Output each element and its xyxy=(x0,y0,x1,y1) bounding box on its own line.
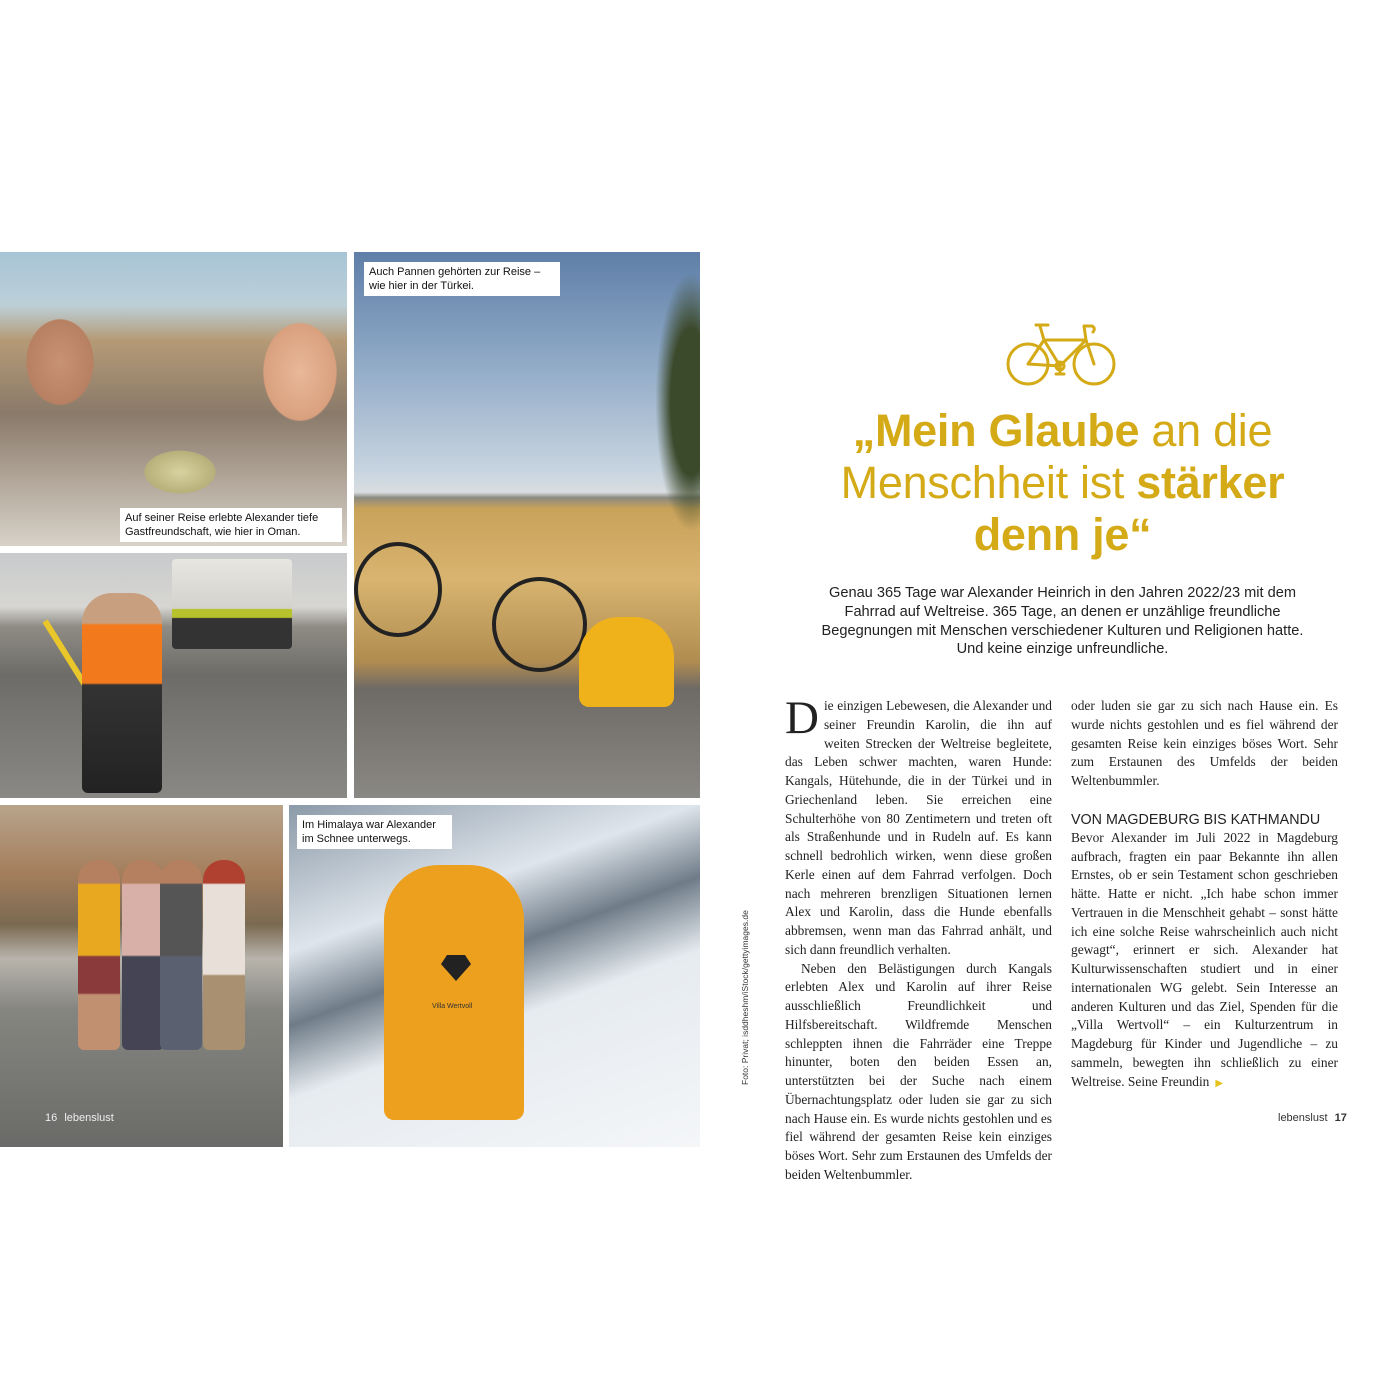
body-paragraph: Neben den Belästigungen durch Kangals erlebten Alex und Karolin auf ihrer Reise ausschließlich Freundlichkeit und Hilfsbereitschaft. Wildfremde Menschen schleppten ihnen die Fahrräder eine Treppe hinunter, boten den beiden Essen an, unterstützten bei der Suche nach einem Übernachtungsplatz oder luden sie gar zu sich nach Hause ein. Es wurde nichts gestohlen und es fiel während der gesamten Reise kein einziges böses Wort. Sehr zum Erstaunen des Umfelds der beiden Weltenbummler. xyxy=(785,960,1052,1182)
caption-turkey: Auch Pannen gehörten zur Reise – wie hier in der Türkei. xyxy=(364,262,560,296)
subheading: VON MAGDEBURG BIS KATHMANDU xyxy=(1071,811,1321,828)
person-yellow-jacket xyxy=(579,617,674,707)
photo-credit: Foto: Privat; isddheshm/iStock/gettyimages.de xyxy=(740,910,750,1085)
bike-wheel xyxy=(354,542,442,637)
person-orange-hoodie xyxy=(384,865,524,1120)
body-column-2: oder luden sie gar zu sich nach Hause ein. Es wurde nichts gestohlen und es fiel während der gesamten Reise kein einziges böses Wort. Sehr zum Erstaunen des Umfelds der beiden Weltenbummler. VON MAGDEBURG BIS KATHMANDU Bevor Alexander im Juli 2022 in Magdeburg aufbrach, fragten ein paar Bekannte ihn allen Ernstes, ob er sein Testament schon geschrieben hätte. Hatte er nicht. „Ich habe schon immer Vertrauen in die Menschheit gehabt – sonst hätte ich eine solche Reise wahrscheinlich auch nicht gewagt“, erinnert er sich. Alexander hat Kulturwissenschaften studiert und in einer internationalen WG gelebt. Sein Interesse an anderen Kulturen und das Ziel, Spenden für die „Villa Wertvoll“ – ein Kulturzentrum in Magdeburg für Kinder und Jugendliche – zu sammeln, bewegten ihn schließlich zu einer Weltreise. Seine Freundin ▶ xyxy=(1071,698,1338,1089)
photo-road-cyclist xyxy=(0,553,347,798)
photo-oman xyxy=(0,252,347,546)
headline-bold: stärker xyxy=(1136,457,1285,508)
magazine-name: lebenslust xyxy=(1278,1112,1328,1124)
continue-arrow-icon: ▶ xyxy=(1215,1077,1224,1089)
headline-text: Menschheit ist xyxy=(840,457,1137,508)
headline-text: an die xyxy=(1139,405,1273,456)
photo-group xyxy=(0,805,283,1147)
person xyxy=(203,860,245,1050)
person xyxy=(122,860,164,1050)
photo-himalaya xyxy=(289,805,700,1147)
caption-himalaya: Im Himalaya war Alexander im Schnee unterwegs. xyxy=(297,815,452,849)
bike-wheel xyxy=(492,577,587,672)
body-paragraph: ie einzigen Lebewesen, die Alexander und seiner Freundin Karolin, die ihn auf weiten Strecken der Weltreise begleitete, das Leben schwer machten, waren Hunde: Kangals, Hütehunde, die in der Türkei und in Griechenland leben. Sie erreichen eine Schulterhöhe von 80 Zentimetern und treten oft als Straßenhunde und in Rudeln auf. Es kann schnell bedrohlich wirken, wenn diese großen Kerle einen auf dem Fahrrad verfolgen. Doch nach mehreren brenzligen Situationen lernen Alex und Karolin, dass die Hunde ebenfalls abbremsen, wenn man das Fahrrad anhält, und sich dann freundlich verhalten. xyxy=(785,698,1052,957)
drop-cap: D xyxy=(785,692,819,744)
jacket-text: Villa Wertvoll xyxy=(432,1003,473,1010)
page-footer-left xyxy=(45,1112,114,1124)
cyclist xyxy=(82,593,162,793)
headline xyxy=(790,405,1335,561)
tree xyxy=(655,272,700,532)
magazine-name: lebenslust xyxy=(64,1112,114,1124)
photo-turkey-breakdown xyxy=(354,252,700,798)
person xyxy=(78,860,120,1050)
headline-bold: denn je“ xyxy=(973,509,1152,560)
headline-bold: „Mein Glaube xyxy=(852,405,1140,456)
page-number: 17 xyxy=(1334,1112,1347,1124)
caption-oman: Auf seiner Reise erlebte Alexander tiefe Gastfreundschaft, wie hier in Oman. xyxy=(120,508,342,542)
intro-text: Genau 365 Tage war Alexander Heinrich in den Jahren 2022/23 mit dem Fahrrad auf Weltreise. 365 Tage, an denen er unzählige freundliche Begegnungen mit Menschen verschiedener Kulturen und Religionen hatte. Und keine einzige unfreundliche. xyxy=(821,585,1304,658)
page-number: 16 xyxy=(45,1112,58,1124)
bicycle-icon xyxy=(1006,320,1116,388)
body-paragraph: Bevor Alexander im Juli 2022 in Magdeburg aufbrach, fragten ein paar Bekannte ihn allen Ernstes, ob er sein Testament schon geschrieben hätte. Hatte er nicht. „Ich habe schon immer Vertrauen in die Menschheit gehabt – sonst hätte ich eine solche Reise wahrscheinlich auch nicht gewagt“, erinnert er sich. Alexander hat Kulturwissenschaften studiert und in einer internationalen WG gelebt. Sein Interesse an anderen Kulturen und das Ziel, Spenden für die „Villa Wertvoll“ – ein Kulturzentrum in Magdeburg für Kinder und Jugendliche – zu sammeln, bewegten ihn schließlich zu einer Weltreise. Seine Freundin xyxy=(1071,829,1338,1089)
truck xyxy=(172,559,292,649)
body-column-1 xyxy=(785,692,1052,1182)
person xyxy=(160,860,202,1050)
page-footer-right xyxy=(1278,1112,1347,1124)
